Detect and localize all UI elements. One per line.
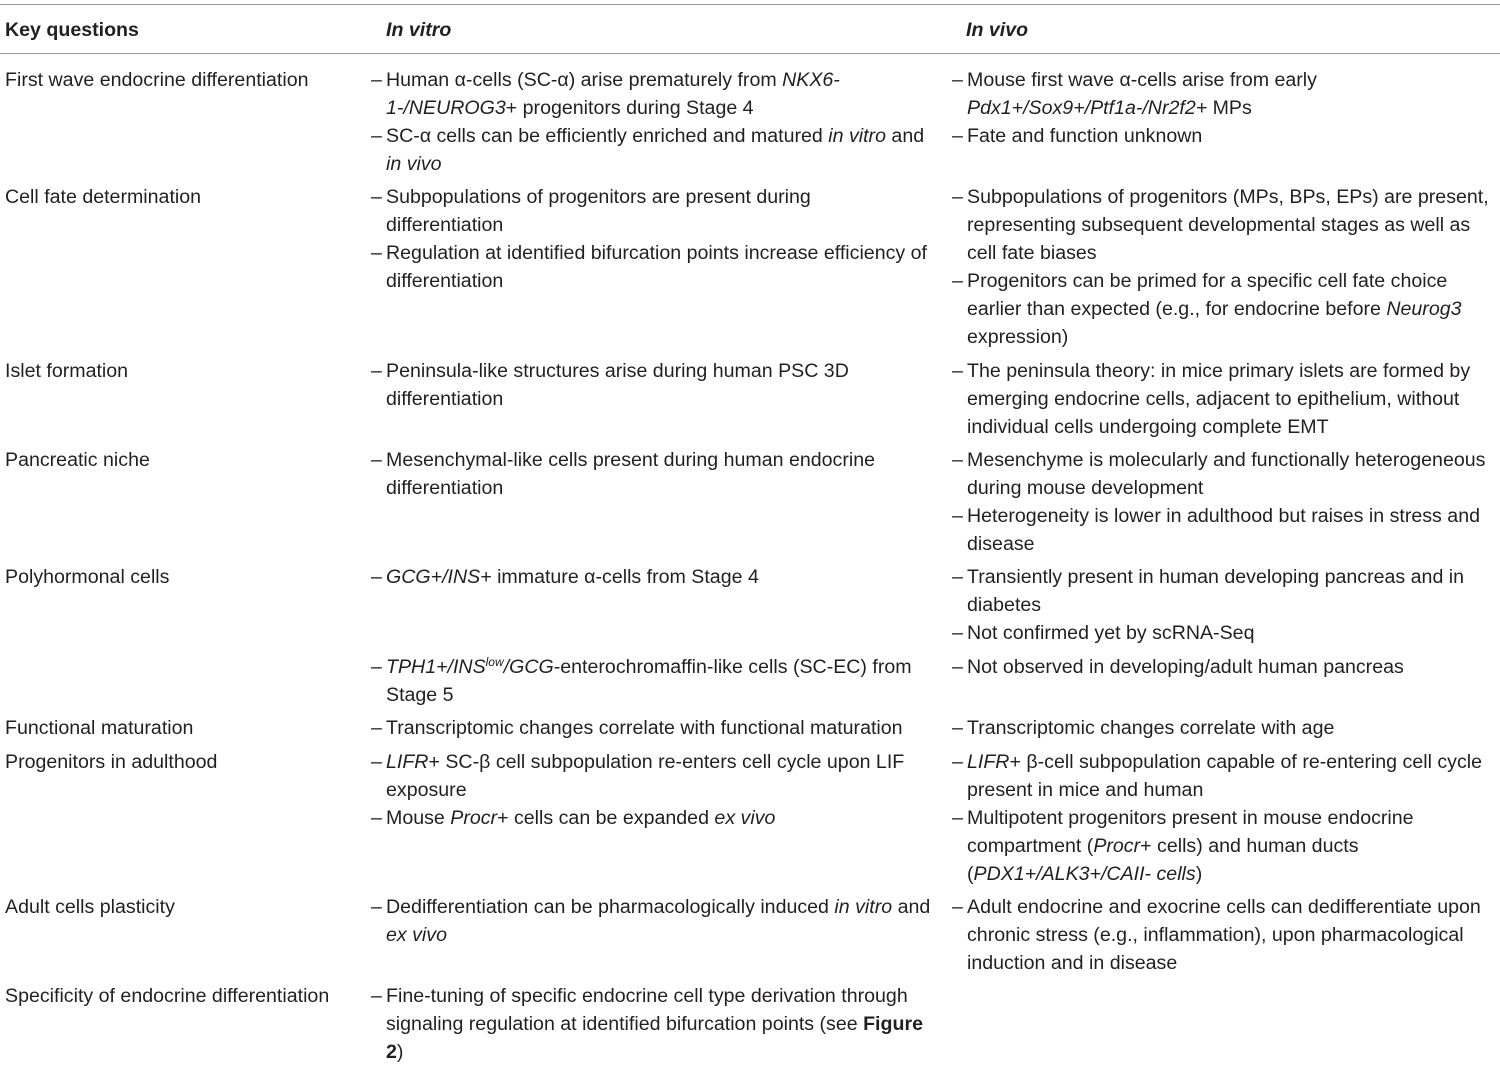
row-plasticity-question: Adult cells plasticity	[5, 896, 175, 918]
row-niche-in-vivo	[952, 446, 1497, 558]
list-item: – GCG+/INS+ immature α-cells from Stage 4	[371, 566, 759, 588]
list-item: – Heterogeneity is lower in adulthood but raises in stress and disease	[952, 505, 1480, 555]
row-first-wave-question: First wave endocrine differentiation	[5, 69, 309, 91]
list-item: – Transiently present in human developing pancreas and in diabetes	[952, 566, 1465, 616]
list-item: – Not observed in developing/adult human pancreas	[952, 656, 1404, 678]
header-rule	[0, 53, 1500, 54]
row-polyhormonal-in-vivo-2	[952, 653, 1497, 681]
row-first-wave-in-vivo	[952, 66, 1497, 150]
row-polyhormonal-in-vitro-2	[371, 653, 931, 709]
list-item: – Not confirmed yet by scRNA-Seq	[952, 622, 1255, 644]
list-item: – Mouse first wave α-cells arise from early Pdx1+/Sox9+/Ptf1a-/Nr2f2+ MPs	[952, 69, 1317, 119]
list-item: – Mesenchymal-like cells present during human endocrine differentiation	[371, 449, 876, 499]
list-item: – Dedifferentiation can be pharmacologically induced in vitro and ex vivo	[371, 896, 931, 946]
row-cell-fate-in-vitro	[371, 183, 931, 295]
row-polyhormonal-in-vitro	[371, 563, 931, 591]
list-item: – Peninsula-like structures arise during human PSC 3D differentiation	[371, 360, 849, 410]
header-in-vivo: In vivo	[966, 19, 1029, 41]
list-item: – Fate and function unknown	[952, 125, 1203, 147]
row-maturation-question: Functional maturation	[5, 717, 194, 739]
list-item: – Fine-tuning of specific endocrine cell type derivation through signaling regulation at identified bifurcation points (see Figure 2)	[371, 985, 923, 1063]
row-specificity-question: Specificity of endocrine differentiation	[5, 985, 330, 1007]
row-niche-question: Pancreatic niche	[5, 449, 150, 471]
list-item: – Regulation at identified bifurcation points increase efficiency of differentiation	[371, 242, 927, 292]
list-item: – SC-α cells can be efficiently enriched and matured in vitro and in vivo	[371, 125, 925, 175]
row-maturation-in-vivo	[952, 714, 1497, 742]
list-item: – $TPH1+/INS^{low}/GCG-enterochromaffin$-like cells (SC-EC) from Stage 5	[371, 655, 912, 706]
list-item: – Multipotent progenitors present in mouse endocrine compartment (Procr+ cells) and human ducts (PDX1+/ALK3+/CAII- cells)	[952, 807, 1414, 885]
list-item: – Mouse Procr+ cells can be expanded ex vivo	[371, 807, 776, 829]
row-polyhormonal-in-vivo	[952, 563, 1497, 647]
row-first-wave-in-vitro	[371, 66, 931, 178]
figure-2-link[interactable]: Figure 2	[386, 1013, 923, 1063]
row-cell-fate-in-vivo	[952, 183, 1497, 351]
list-item: – LIFR+ β-cell subpopulation capable of re-entering cell cycle present in mice and human	[952, 751, 1483, 801]
list-item: – Mesenchyme is molecularly and functionally heterogeneous during mouse development	[952, 449, 1486, 499]
row-islet-in-vivo	[952, 357, 1497, 441]
row-specificity-in-vitro	[371, 982, 931, 1066]
row-progenitors-question: Progenitors in adulthood	[5, 751, 218, 773]
row-cell-fate-question: Cell fate determination	[5, 186, 202, 208]
header-in-vitro: In vitro	[386, 19, 452, 41]
list-item: – Adult endocrine and exocrine cells can dedifferentiate upon chronic stress (e.g., inflammation), upon pharmacological induction and in disease	[952, 896, 1481, 974]
list-item: – Transcriptomic changes correlate with functional maturation	[371, 717, 903, 739]
list-item: – Transcriptomic changes correlate with age	[952, 717, 1335, 739]
row-islet-in-vitro	[371, 357, 931, 413]
row-progenitors-in-vitro	[371, 748, 931, 832]
row-maturation-in-vitro	[371, 714, 931, 742]
row-polyhormonal-question: Polyhormonal cells	[5, 566, 170, 588]
list-item: – Subpopulations of progenitors are present during differentiation	[371, 186, 811, 236]
row-progenitors-in-vivo	[952, 748, 1497, 888]
table-top-rule	[0, 4, 1500, 5]
list-item: – The peninsula theory: in mice primary islets are formed by emerging endocrine cells, adjacent to epithelium, without individual cells undergoing complete EMT	[952, 360, 1471, 438]
list-item: – Subpopulations of progenitors (MPs, BPs, EPs) are present, representing subsequent developmental stages as well as cell fate biases	[952, 186, 1489, 264]
list-item: – LIFR+ SC-β cell subpopulation re-enters cell cycle upon LIF exposure	[371, 751, 905, 801]
row-islet-question: Islet formation	[5, 360, 129, 382]
header-key-questions: Key questions	[5, 19, 139, 41]
row-plasticity-in-vivo	[952, 893, 1497, 977]
row-niche-in-vitro	[371, 446, 931, 502]
list-item: – Human α-cells (SC-α) arise prematurely from NKX6-1-/NEUROG3+ progenitors during Stage 4	[371, 69, 840, 119]
row-plasticity-in-vitro	[371, 893, 931, 949]
list-item: – Progenitors can be primed for a specific cell fate choice earlier than expected (e.g., for endocrine before Neurog3 expression)	[952, 270, 1462, 348]
